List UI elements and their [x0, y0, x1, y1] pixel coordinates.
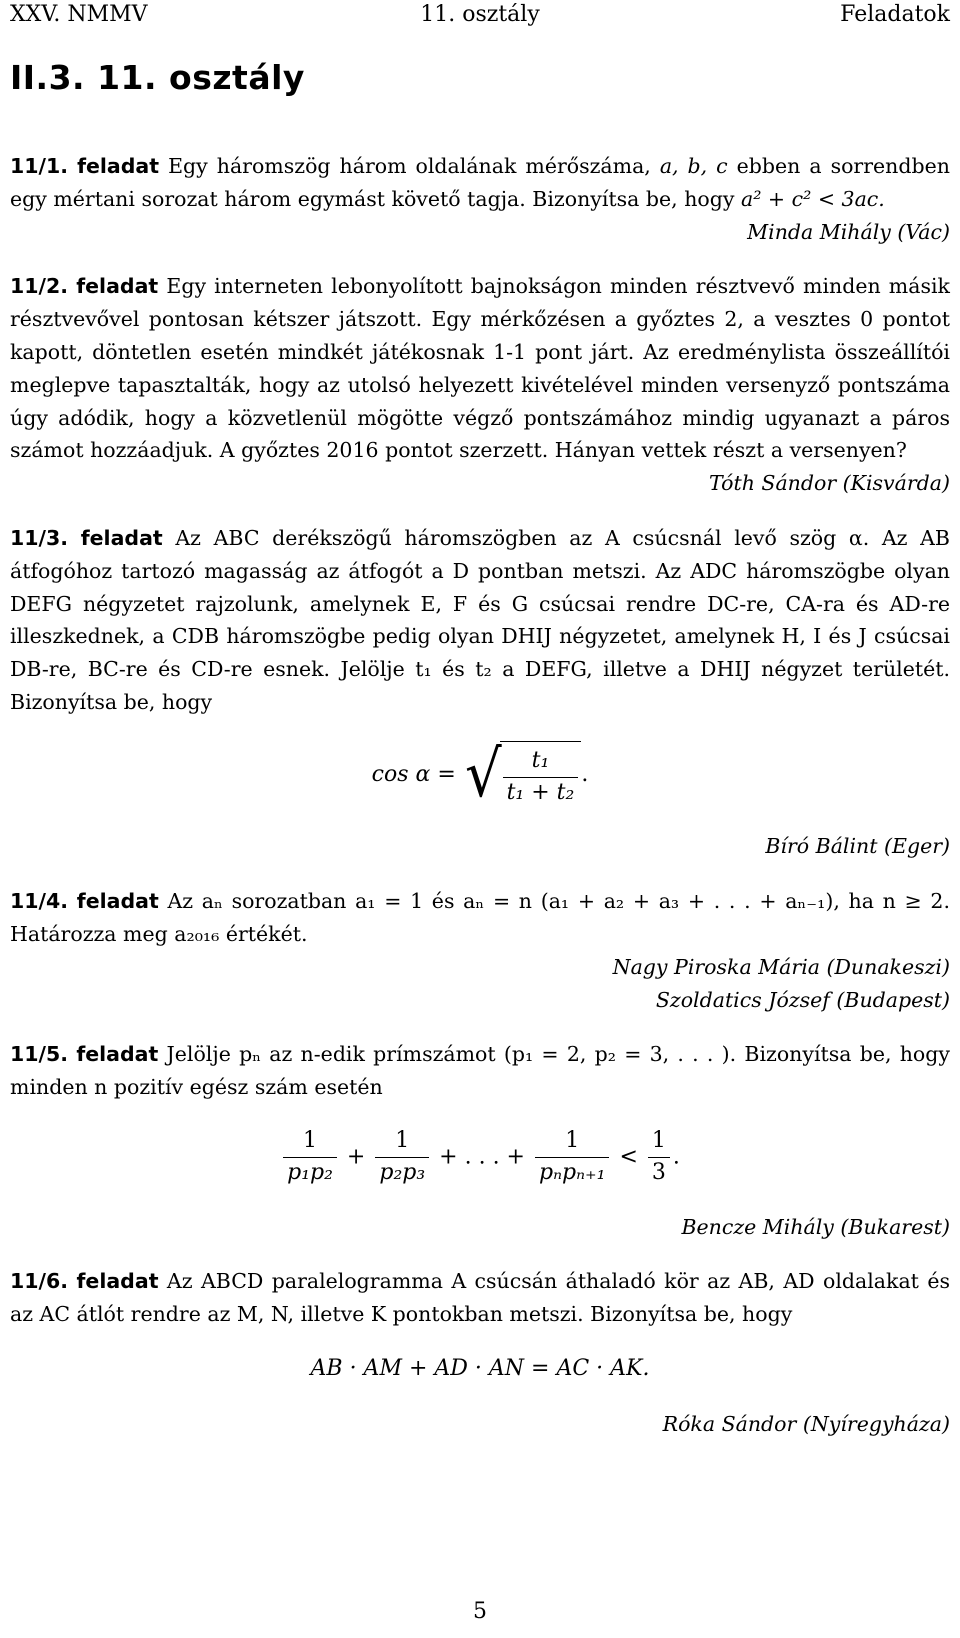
problem-number: 11/4. [10, 889, 69, 914]
fraction [375, 1126, 429, 1189]
page-number: 5 [473, 1599, 487, 1624]
header-center: 11. osztály [420, 2, 540, 27]
problem-number: 11/2. [10, 274, 69, 299]
problem-author: Róka Sándor (Nyíregyháza) [662, 1411, 950, 1436]
fraction [535, 1126, 609, 1189]
numerator: 1 [648, 1126, 670, 1158]
denominator: t₁ + t₂ [506, 779, 575, 805]
numerator: 1 [375, 1126, 429, 1158]
problem-math: a, b, c [659, 154, 728, 178]
denominator: 3 [651, 1159, 666, 1185]
problem-math: a² + c² < 3ac. [740, 186, 885, 211]
problem-author: Nagy Piroska Mária (Dunakeszi) [612, 954, 950, 979]
display-formula: AB · AM + AD · AN = AC · AK. [310, 1355, 650, 1381]
problem-text: Az aₙ sorozatban a₁ = 1 és aₙ = n (a₁ + a₂ + a₃ + . . . + aₙ₋₁), ha n ≥ 2. Határozza meg a₂₀₁₆ értékét. [10, 889, 950, 946]
problem-list [10, 150, 950, 1463]
problem-author: Minda Mihály (Vác) [747, 219, 950, 244]
fraction [283, 1126, 337, 1189]
problem-text: Az ABC derékszögű háromszögben az A csúcsnál levő szög α. Az AB átfogóhoz tartozó magasság az átfogót a D pontban metszi. Az ADC háromszögbe olyan DEFG négyzetet rajzolunk, amelynek E, F és G csúcsai rendre DC-re, CA-ra és AD-re illeszkednek, a CDB háromszögbe pedig olyan DHIJ négyzetet, amelynek H, I és J csúcsai DB-re, BC-re és CD-re esnek. Jelölje t₁ és t₂ a DEFG, illetve a DHIJ négyzet területét. Bizonyítsa be, hogy [10, 525, 950, 714]
formula-end: . [672, 1144, 680, 1170]
feladat-label: feladat [76, 274, 159, 299]
problem-author: Bíró Bálint (Eger) [765, 834, 950, 859]
header-right: Feladatok [840, 2, 950, 27]
problem-text: Jelölje pₙ az n-edik prímszámot (p₁ = 2, p₂ = 3, . . . ). Bizonyítsa be, hogy minden n pozitív egész szám esetén [10, 1042, 950, 1100]
display-formula [10, 1126, 950, 1189]
fraction [648, 1126, 670, 1189]
problem-11-5 [10, 1038, 950, 1243]
feladat-label: feladat [77, 154, 160, 178]
operator: + . . . + [439, 1144, 525, 1170]
problem-author: Bencze Mihály (Bukarest) [681, 1214, 950, 1239]
numerator: t₁ [503, 746, 579, 778]
problem-11-2 [10, 270, 950, 500]
formula-lhs: cos α = [371, 761, 456, 787]
problem-author: Tóth Sándor (Kisvárda) [709, 471, 950, 496]
fraction [503, 746, 579, 809]
display-formula [10, 737, 950, 812]
problem-number: 11/5. [10, 1042, 69, 1067]
running-header [10, 2, 950, 28]
radicand [500, 741, 582, 809]
sqrt-sign [463, 737, 582, 812]
numerator: 1 [283, 1126, 337, 1158]
problem-number: 11/3. [10, 525, 69, 550]
problem-text: Egy háromszög három oldalának mérőszáma, [168, 154, 651, 178]
feladat-label: feladat [76, 1269, 159, 1294]
section-title: II.3. 11. osztály [10, 58, 305, 97]
radical-icon: √ [464, 737, 502, 812]
problem-number: 11/6. [10, 1269, 69, 1294]
problem-11-3 [10, 522, 950, 863]
problem-11-6 [10, 1265, 950, 1440]
problem-11-1 [10, 150, 950, 248]
problem-text: Az ABCD paralelogramma A csúcsán áthaladó kör az AB, AD oldalakat és az AC átlót rendre az M, N, illetve K pontokban metszi. Bizonyítsa be, hogy [10, 1269, 950, 1327]
denominator: p₂p₃ [379, 1159, 426, 1185]
problem-number: 11/1. [10, 154, 69, 178]
problem-text: ebben a sorrendben egy mértani sorozat három egymást követő tagja. Bizonyítsa be, hogy [10, 154, 950, 211]
denominator: p₁p₂ [287, 1159, 333, 1185]
problem-11-4 [10, 885, 950, 1016]
problem-author: Szoldatics József (Budapest) [655, 987, 950, 1012]
feladat-label: feladat [76, 889, 159, 914]
problem-text: Egy interneten lebonyolított bajnokságon minden résztvevő minden másik résztvevővel pontosan kétszer játszott. Egy mérkőzésen a győztes 2, a vesztes 0 pontot kapott, döntetlen esetén mindkét játékosnak 1-1 pont járt. Az eredménylista összeállítói meglepve tapasztalták, hogy az utolsó helyezett kivételével minden versenyző pontszáma úgy adódik, hogy a közvetlenül mögötte végző pontszámához mindig ugyanazt a páros számot hozzáadjuk. A győztes 2016 pontot szerzett. Hányan vettek részt a versenyen? [10, 274, 950, 463]
formula-end: . [581, 761, 589, 787]
header-left: XXV. NMMV [10, 2, 148, 27]
denominator: pₙpₙ₊₁ [539, 1159, 606, 1185]
numerator: 1 [535, 1126, 609, 1158]
feladat-label: feladat [80, 525, 163, 550]
operator: + [346, 1144, 366, 1170]
operator: < [619, 1144, 638, 1170]
feladat-label: feladat [76, 1042, 159, 1067]
